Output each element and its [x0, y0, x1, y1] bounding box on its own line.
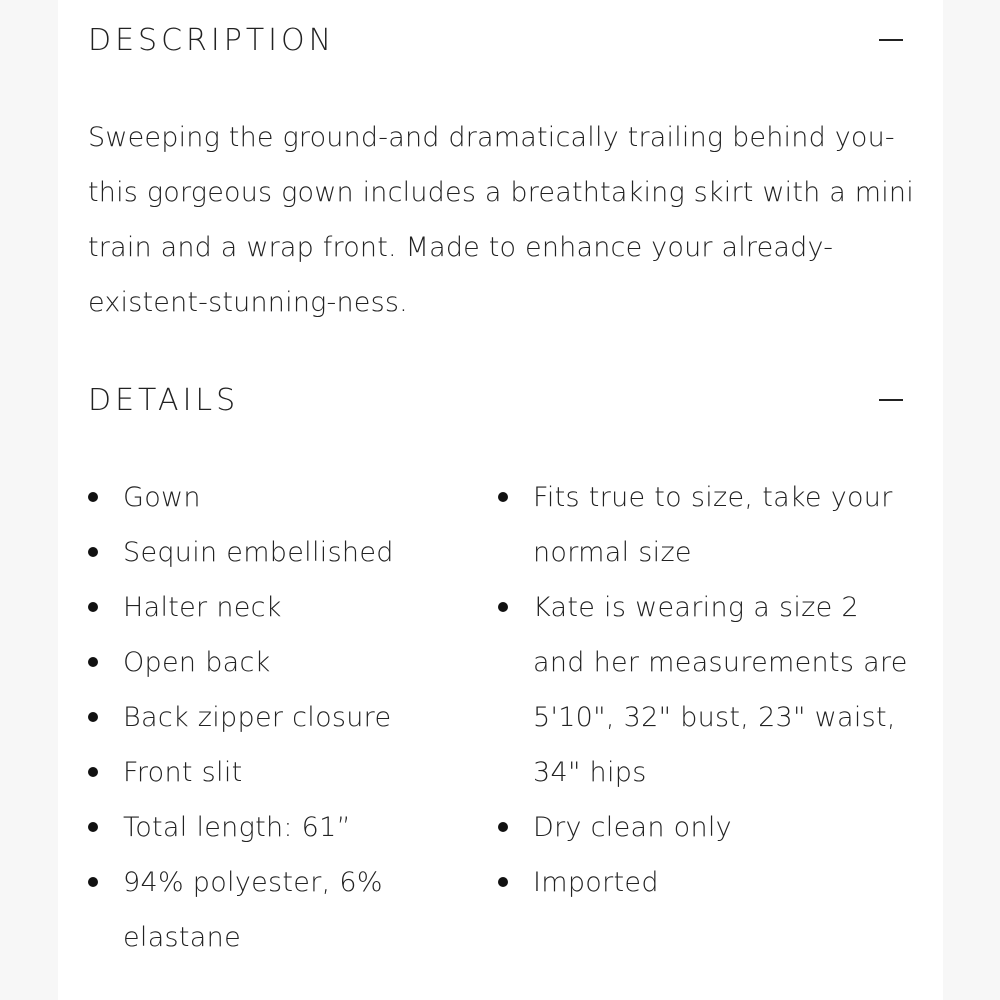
minus-icon[interactable]	[879, 39, 903, 41]
list-item: Kate is wearing a size 2 and her measurements are 5'10", 32" bust, 23" waist, 34" hips	[498, 580, 918, 800]
list-item: Front slit	[88, 745, 478, 800]
minus-icon[interactable]	[879, 399, 903, 401]
description-title: DESCRIPTION	[88, 22, 336, 58]
list-item: Back zipper closure	[88, 690, 478, 745]
list-item: 94% polyester, 6% elastane	[88, 855, 478, 965]
list-item: Gown	[88, 470, 478, 525]
description-header[interactable]	[88, 18, 903, 62]
description-text: Sweeping the ground-and dramatically trailing behind you-this gorgeous gown includes a breathtaking skirt with a mini train and a wrap front. Made to enhance your already-existent-stunning-ness.	[88, 122, 914, 318]
details-header[interactable]	[88, 378, 903, 422]
list-item: Fits true to size, take your normal size	[498, 470, 918, 580]
details-list-right	[498, 470, 918, 910]
list-item: Imported	[498, 855, 918, 910]
list-item: Open back	[88, 635, 478, 690]
list-item: Total length: 61”	[88, 800, 478, 855]
list-item: Sequin embellished	[88, 525, 478, 580]
product-info-panel	[58, 0, 943, 1000]
list-item: Halter neck	[88, 580, 478, 635]
details-title: DETAILS	[88, 382, 240, 418]
list-item: Dry clean only	[498, 800, 918, 855]
details-list-left	[88, 470, 478, 965]
